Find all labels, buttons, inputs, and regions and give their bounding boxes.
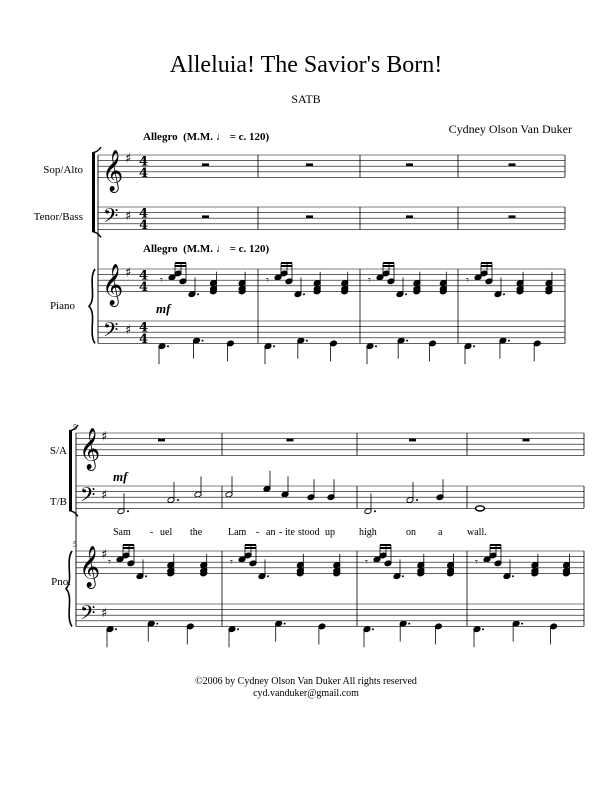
brace [89,269,95,343]
augmentation-dot [473,345,475,347]
augmentation-dot [115,628,117,630]
lyric-syllable: stood [298,527,320,538]
treble-clef-icon: 𝄞 [79,428,101,470]
bracket-hook [69,510,78,516]
quarter-note-icon: ♩ [215,243,227,255]
lyric-hyphen: - [150,527,154,538]
staff-label-t-b: T/B [49,496,67,508]
augmentation-dot [521,623,523,625]
lyric-syllable: a [438,527,443,538]
half-rest-icon [202,163,209,166]
dynamic-mf-tenor-bass: mf [113,469,128,484]
sharp-icon: ♯ [101,429,108,445]
whole-note-head [476,506,485,511]
whole-rest-icon [287,439,294,442]
time-signature-numerator: 4 [139,154,149,170]
time-signature-denominator: 4 [139,331,149,347]
eighth-rest-icon: 𝄾 [466,273,469,287]
augmentation-dot [402,575,404,577]
bracket-hook [69,425,78,431]
lyric-syllable: high [359,527,377,538]
sharp-icon: ♯ [125,322,132,338]
bracket [69,431,72,510]
staff-label-s-a: S/A [49,445,67,457]
augmentation-dot [406,340,408,342]
tempo-mm-prefix: (M.M. [183,243,214,255]
lyric-syllable: ite [285,527,295,538]
contact-email: cyd.vanduker@gmail.com [253,688,359,699]
treble-clef-icon: 𝄞 [102,264,124,306]
lyric-syllable: Sam [113,527,131,538]
bass-clef-icon: 𝄢 [80,600,96,629]
eighth-rest-icon: 𝄾 [365,555,368,569]
composer-name: Cydney Olson Van Duker [448,122,572,136]
tempo-word: Allegro [143,243,178,255]
copyright-footer [0,676,612,700]
lyric-syllable: an [266,527,276,538]
whole-rest-icon [523,439,530,442]
half-rest-icon [509,163,516,166]
eighth-rest-icon: 𝄾 [160,273,163,287]
augmentation-dot [375,345,377,347]
half-rest-icon [406,163,413,166]
lyric-syllable: uel [160,527,173,538]
lyric-syllable: Lam [228,527,247,538]
sharp-icon: ♯ [101,605,108,621]
half-rest-icon [306,215,313,218]
augmentation-dot [372,628,374,630]
score-title: Alleluia! The Savior's Born! [169,52,443,78]
eighth-rest-icon: 𝄾 [108,555,111,569]
lyric-syllable: up [325,527,335,538]
lyric-syllable: the [190,527,203,538]
time-signature-numerator: 4 [139,206,149,222]
sharp-icon: ♯ [101,487,108,503]
staff-label-piano: Piano [49,300,75,312]
augmentation-dot [416,499,418,501]
half-rest-icon [202,215,209,218]
dynamic-mf-piano: mf [156,301,171,316]
sharp-icon: ♯ [125,208,132,224]
bracket-hook [92,147,101,153]
treble-clef-icon: 𝄞 [79,546,101,588]
augmentation-dot [303,293,305,295]
half-rest-icon [406,215,413,218]
quarter-note-icon: ♩ [215,131,227,143]
augmentation-dot [156,623,158,625]
augmentation-dot [374,510,376,512]
augmentation-dot [267,575,269,577]
tempo-word: Allegro [143,131,178,143]
whole-rest-icon [158,439,165,442]
sharp-icon: ♯ [101,547,108,563]
bass-clef-icon: 𝄢 [103,203,119,232]
sharp-icon: ♯ [125,265,132,281]
eighth-rest-icon: 𝄾 [368,273,371,287]
eighth-rest-icon: 𝄾 [266,273,269,287]
augmentation-dot [512,575,514,577]
staff-label-tenor-bass: Tenor/Bass [33,211,83,223]
tempo-mm-prefix: (M.M. [183,131,214,143]
augmentation-dot [306,340,308,342]
lyric-hyphen: - [279,527,283,538]
augmentation-dot [405,293,407,295]
time-signature-denominator: 4 [139,279,149,295]
augmentation-dot [284,623,286,625]
voicing-subtitle: SATB [291,92,321,106]
time-signature-denominator: 4 [139,217,149,233]
augmentation-dot [202,340,204,342]
bass-clef-icon: 𝄢 [103,317,119,346]
augmentation-dot [167,345,169,347]
augmentation-dot [273,345,275,347]
staff-label-sop-alto: Sop/Alto [43,164,83,176]
half-rest-icon [306,163,313,166]
tempo-mm-suffix: = c. 120) [229,131,270,143]
augmentation-dot [482,628,484,630]
augmentation-dot [177,499,179,501]
eighth-rest-icon: 𝄾 [230,555,233,569]
time-signature-denominator: 4 [139,165,149,181]
eighth-rest-icon: 𝄾 [475,555,478,569]
whole-rest-icon [409,439,416,442]
brace [66,551,72,626]
augmentation-dot [127,510,129,512]
bracket [92,153,95,231]
augmentation-dot [503,293,505,295]
time-signature-numerator: 4 [139,268,149,284]
time-signature-numerator: 4 [139,320,149,336]
augmentation-dot [408,623,410,625]
augmentation-dot [508,340,510,342]
augmentation-dot [237,628,239,630]
half-rest-icon [509,215,516,218]
bracket-hook [92,231,101,237]
copyright-line: ©2006 by Cydney Olson Van Duker All rights reserved [195,676,417,687]
tempo-mm-suffix: = c. 120) [229,243,270,255]
treble-clef-icon: 𝄞 [102,150,124,192]
lyric-syllable: wall. [467,527,487,538]
lyric-hyphen: - [256,527,260,538]
measure-number: 5 [73,423,77,432]
staff-label-pno: Pno. [51,576,71,588]
measure-number-piano: 5 [73,540,77,549]
augmentation-dot [197,293,199,295]
sharp-icon: ♯ [125,151,132,167]
lyric-syllable: on [406,527,416,538]
bass-clef-icon: 𝄢 [80,482,96,511]
augmentation-dot [145,575,147,577]
